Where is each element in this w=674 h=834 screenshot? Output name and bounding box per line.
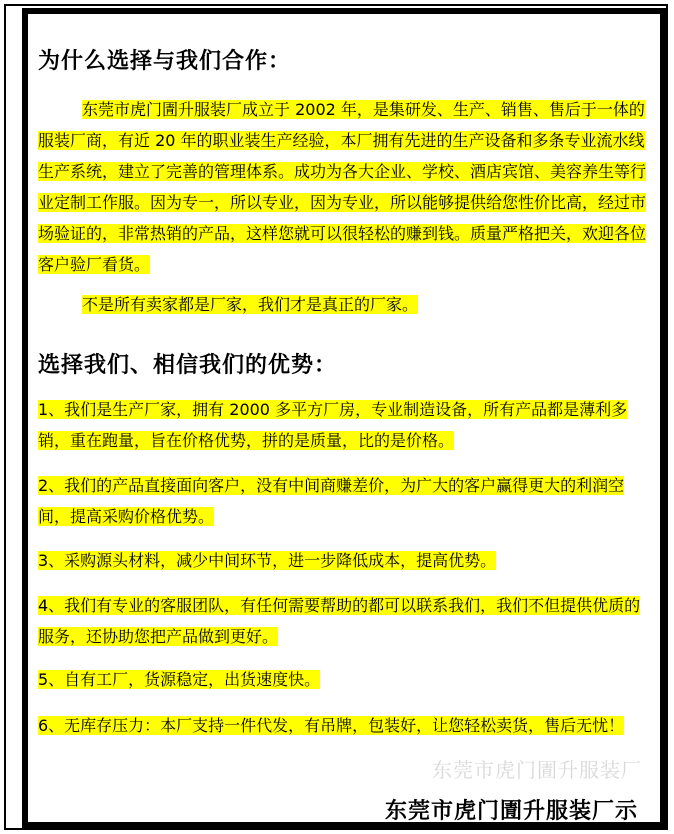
list-item-text: 1、我们是生产厂家，拥有 2000 多平方厂房，专业制造设备，所有产品都是薄利多销，重在跑量，旨在价格优势，拼的是质量，比的是价格。 xyxy=(38,400,628,450)
list-item xyxy=(38,545,652,576)
page-title: 为什么选择与我们合作： xyxy=(38,49,292,74)
outer-frame xyxy=(4,4,668,830)
list-item-text: 6、无库存压力：本厂支持一件代发，有吊牌，包装好，让您轻松卖货，售后无忧！ xyxy=(38,716,625,735)
advantages-heading: 选择我们、相信我们的优势： xyxy=(38,353,338,378)
document-panel xyxy=(22,8,666,828)
intro-text: 东莞市虎门圊升服装厂成立于 2002 年，是集研发、生产、销售、售后于一体的服装厂商，有近 20 年的职业装生产经验，本厂拥有先进的生产设备和多条专业流水线生产系统，建立了完善的管理体系。成功为各大企业、学校、酒店宾馆、美容养生等行业定制工作服。因为专一，所以专业，因为专业，所以能够提供给您性价比高，经过市场验证的，非常热销的产品，这样您就可以很轻松的赚到钱。质量严格把关，欢迎各位客户验厂看货。 xyxy=(38,100,647,274)
list-item xyxy=(38,394,652,456)
signature-text: 东莞市虎门圊升服装厂示 xyxy=(384,799,638,824)
intro-paragraph xyxy=(38,94,652,280)
list-item-text: 5、自有工厂，货源稳定，出货速度快。 xyxy=(38,670,321,689)
list-item xyxy=(38,470,652,532)
note-text: 不是所有卖家都是厂家，我们才是真正的厂家。 xyxy=(82,295,419,314)
list-item-text: 2、我们的产品直接面向客户，没有中间商赚差价，为广大的客户赢得更大的利润空间，提高采购价格优势。 xyxy=(38,476,625,526)
list-item-text: 4、我们有专业的客服团队，有任何需要帮助的都可以联系我们，我们不但提供优质的服务，还协助您把产品做到更好。 xyxy=(38,596,641,646)
list-item-text: 3、采购源头材料，减少中间环节，进一步降低成本，提高优势。 xyxy=(38,551,497,570)
list-item xyxy=(38,710,652,741)
note-paragraph xyxy=(38,289,652,320)
list-item xyxy=(38,590,652,652)
watermark-text: 东莞市虎门圊升服装厂 xyxy=(432,758,642,782)
list-item xyxy=(38,664,652,695)
